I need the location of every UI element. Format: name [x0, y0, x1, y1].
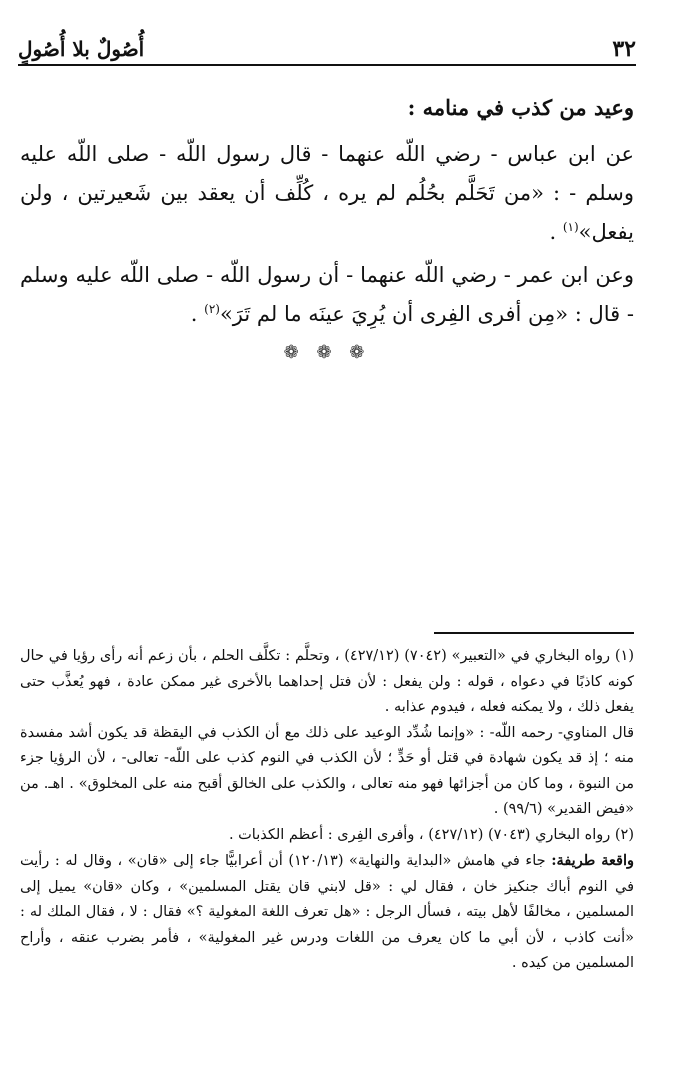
footnote-1-quote: قال المناوي- رحمه اللّه- : «وإنما شُدِّد الوعيد على ذلك مع أن الكذب في اليقظة قد يكون أشد مفسدة منه ؛ إذ قد يكون شهادة في قتل أو حَدٍّ ؛ لأن الكذب في النوم كذب على اللّه- تعالى- ، لأن الرؤيا جزء من النبوة ، وما كان من أجزائها فهو منه تعالى ، والكذب على الخالق أقبح منه على المخلوق» . اهـ. من «فيض القدير» (٩٩/٦) .	[20, 724, 634, 817]
hadith-text-2: وعن ابن عمر - رضي اللّه عنهما - أن رسول اللّه - صلى اللّه عليه وسلم - قال : «مِن أفرى الفِرى أن يُرِيَ عينَه ما لم تَرَ»	[20, 263, 634, 326]
page-header	[18, 28, 636, 66]
footnotes	[20, 644, 634, 977]
ornament-divider: ❁ ❁ ❁	[283, 342, 371, 363]
footnote-ref-2: (٢)	[204, 302, 220, 316]
anecdote-label: واقعة طريفة:	[551, 852, 634, 869]
anecdote-text: جاء في هامش «البداية والنهاية» (١٢٠/١٣) أن أعرابيًّا جاء إلى «قان» ، وقال له : رأيت في النوم أباك جنكيز خان ، فقال لي : «قل لابني قان يقتل المسلمين» ، وكان «قان» يميل إلى المسلمين ، مخالفًا لأهل بيته ، فسأل الرجل : «هل تعرف اللغة المغولية ؟» فقال : لا ، فقال الملك له : «أنت كاذب ، لأن أبي ما كان يعرف من اللغات ودرس غير المغولية» ، فأمر بضرب عنقه ، وأراح المسلمين من كيده .	[20, 853, 634, 971]
footnote-2-anecdote	[20, 848, 634, 977]
footnote-1: (١) رواه البخاري في «التعبير» (٧٠٤٢) (٤٢٧/١٢) ، وتحلَّم : تكلَّف الحلم ، بأن زعم أنه رأى رؤيا في حال كونه كاذبًا في دعواه ، قوله : ولن يفعل : لأن فتل إحداهما بالأخرى غير ممكن عادة ، فهو يُعذَّب حتى يفعل ذلك ، ولا يمكنه فعله ، فيدوم عذابه .	[20, 648, 634, 715]
page-number: ٣٢	[612, 36, 636, 62]
footnote-2: (٢) رواه البخاري (٧٠٤٣) (٤٢٧/١٢) ، وأفرى الفِرى : أعظم الكذبات .	[228, 826, 634, 843]
main-text	[20, 88, 634, 363]
hadith-paragraph-2: وعن ابن عمر - رضي اللّه عنهما - أن رسول اللّه - صلى اللّه عليه وسلم - قال : «مِن أفرى الفِرى أن يُرِيَ عينَه ما لم تَرَ»$^{(٢)}$ .	[20, 263, 634, 326]
section-heading: وعيد من كذب في منامه :	[407, 95, 634, 120]
footnote-separator	[434, 632, 634, 634]
hadith-paragraph-1: عن ابن عباس - رضي اللّه عنهما - قال رسول اللّه - صلى اللّه عليه وسلم - : «من تَحَلَّم بحُلُم لم يره ، كُلِّف أن يعقد بين شَعيرتين ، ولن يفعل»$^{(١)}$ .	[20, 142, 634, 244]
book-title: أُصُولٌ بلا أُصُولٍ	[18, 37, 145, 61]
footnote-ref-1: (١)	[562, 220, 579, 234]
hadith-text-1: عن ابن عباس - رضي اللّه عنهما - قال رسول اللّه - صلى اللّه عليه وسلم - : «من تَحَلَّم بحُلُم لم يره ، كُلِّف أن يعقد بين شَعيرتين ، ولن يفعل»	[20, 142, 634, 244]
